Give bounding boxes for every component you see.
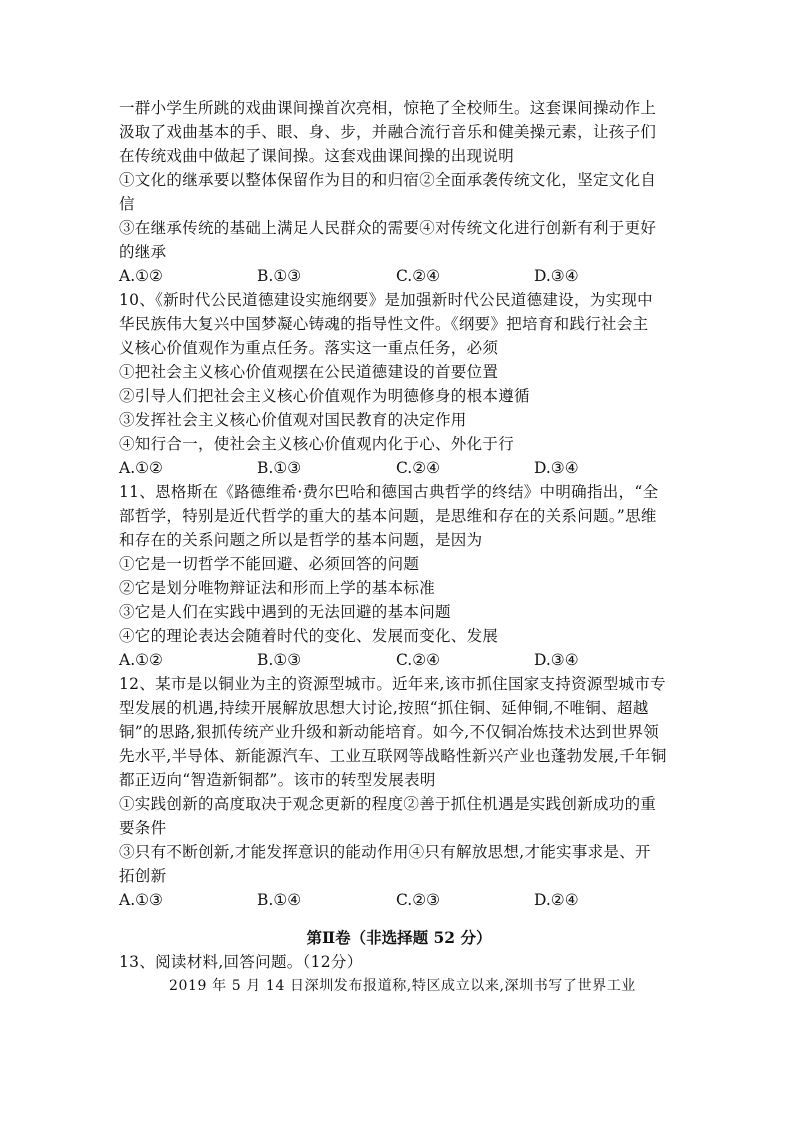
question-stem-line: 汲取了戏曲基本的手、眼、身、步，并融合流行音乐和健美操元素，让孩子们	[119, 123, 657, 141]
option-c[interactable]: C.②④	[396, 651, 441, 669]
option-a[interactable]: A.①②	[119, 651, 163, 669]
statement-line: ③在继承传统的基础上满足人民群众的需要④对传统文化进行创新有利于更好	[119, 219, 657, 237]
question-10	[119, 288, 679, 480]
question-stem-line: 部哲学，特别是近代哲学的重大的基本问题，是思维和存在的关系问题。”思维	[119, 507, 657, 525]
statement-line: ④它的理论表达会随着时代的变化、发展而变化、发展	[119, 627, 499, 645]
statement-line: ③发挥社会主义核心价值观对国民教育的决定作用	[119, 411, 467, 429]
question-stem-line: 先水平,半导体、新能源汽车、工业互联网等战略性新兴产业也蓬勃发展,千年铜	[119, 747, 667, 765]
option-d[interactable]: D.③④	[534, 651, 579, 669]
question-9	[119, 96, 679, 288]
option-b[interactable]: B.①③	[257, 459, 302, 477]
question-12	[119, 672, 679, 912]
question-stem-line: 华民族伟大复兴中国梦凝心铸魂的指导性文件。《纲要》把培育和践行社会主	[119, 315, 649, 333]
statement-line: 拓创新	[119, 867, 167, 885]
option-a[interactable]: A.①②	[119, 267, 163, 285]
question-stem-line: 一群小学生所跳的戏曲课间操首次亮相，惊艳了全校师生。这套课间操动作上	[119, 99, 657, 117]
statement-line: ④知行合一，使社会主义核心价值观内化于心、外化于行	[119, 435, 515, 453]
question-stem-line: 铜”的思路,狠抓传统产业升级和新动能培育。如今,不仅铜冶炼技术达到世界领	[119, 723, 660, 741]
option-b[interactable]: B.①③	[257, 267, 302, 285]
section-title: 第Ⅱ卷（非选择题 52 分）	[306, 928, 492, 947]
option-c[interactable]: C.②④	[396, 267, 441, 285]
question-13	[119, 950, 679, 998]
option-c[interactable]: C.②③	[396, 891, 441, 909]
question-stem-line: 11、恩格斯在《路德维希·费尔巴哈和德国古典哲学的终结》中明确指出，“全	[119, 483, 659, 501]
option-b[interactable]: B.①④	[257, 891, 302, 909]
exam-page	[119, 96, 679, 998]
statement-line: ③只有不断创新,才能发挥意识的能动作用④只有解放思想,才能实事求是、开	[119, 843, 651, 861]
statement-line: ③它是人们在实践中遇到的无法回避的基本问题	[119, 603, 451, 621]
question-stem-line: 12、某市是以铜业为主的资源型城市。近年来,该市抓住国家支持资源型城市专	[119, 675, 666, 693]
statement-line: ①文化的继承要以整体保留作为目的和归宿②全面承袭传统文化，坚定文化自	[119, 171, 657, 189]
option-b[interactable]: B.①③	[257, 651, 302, 669]
option-a[interactable]: A.①③	[119, 891, 163, 909]
question-stem-line: 13、阅读材料,回答问题。（12分）	[119, 953, 363, 971]
statement-line: 信	[119, 195, 135, 213]
question-stem-line: 10、《新时代公民道德建设实施纲要》是加强新时代公民道德建设，为实现中	[119, 291, 653, 309]
statement-line: 的继承	[119, 243, 167, 261]
question-stem-line: 在传统戏曲中做起了课间操。这套戏曲课间操的出现说明	[119, 147, 515, 165]
material-text: 2019 年 5 月 14 日深圳发布报道称,特区成立以来,深圳书写了世界工业	[169, 978, 636, 994]
question-stem-line: 义核心价值观作为重点任务。落实这一重点任务，必须	[119, 339, 499, 357]
statement-line: 要条件	[119, 819, 167, 837]
option-a[interactable]: A.①②	[119, 459, 163, 477]
statement-line: ①实践创新的高度取决于观念更新的程度②善于抓住机遇是实践创新成功的重	[119, 795, 657, 813]
statement-line: ①把社会主义核心价值观摆在公民道德建设的首要位置	[119, 363, 499, 381]
statement-line: ②它是划分唯物辩证法和形而上学的基本标准	[119, 579, 436, 597]
statement-line: ①它是一切哲学不能回避、必须回答的问题	[119, 555, 420, 573]
answer-options	[119, 264, 679, 288]
answer-options	[119, 888, 679, 912]
answer-options	[119, 456, 679, 480]
question-stem-line: 型发展的机遇,持续开展解放思想大讨论,按照“抓住铜、延伸铜,不唯铜、超越	[119, 699, 649, 717]
question-11	[119, 480, 679, 672]
statement-line: ②引导人们把社会主义核心价值观作为明德修身的根本遵循	[119, 387, 530, 405]
option-d[interactable]: D.③④	[534, 267, 579, 285]
option-d[interactable]: D.②④	[534, 891, 579, 909]
question-stem-line: 和存在的关系问题之所以是哲学的基本问题，是因为	[119, 531, 483, 549]
question-stem-line: 都正迈向“智造新铜都”。该市的转型发展表明	[119, 771, 436, 789]
option-d[interactable]: D.③④	[534, 459, 579, 477]
option-c[interactable]: C.②④	[396, 459, 441, 477]
answer-options	[119, 648, 679, 672]
